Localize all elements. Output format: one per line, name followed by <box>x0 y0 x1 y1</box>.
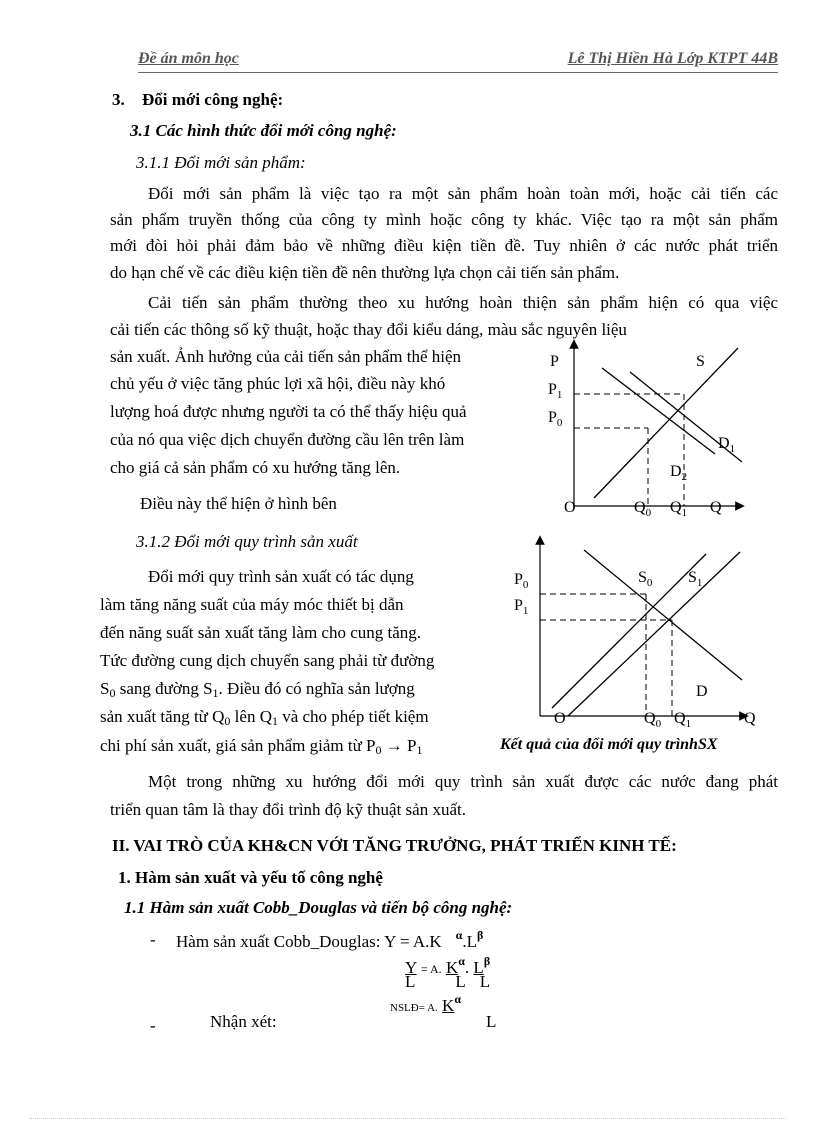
p2-line-3: sản xuất. Ảnh hưởng của cải tiến sản phẩm thể hiện <box>110 347 462 366</box>
chart-1-s-label: S <box>696 353 705 370</box>
section-1-title: 1. Hàm sản xuất và yếu tố công nghệ <box>118 868 383 887</box>
bullet-1: - <box>150 930 156 949</box>
chart-1-q1-tick: $Q_1$ <box>670 499 688 519</box>
p4-line-7: chi phí sản xuất, giá sản phẩm giảm từ $P_0 \to P_1$ <box>100 736 423 757</box>
formula-labor-productivity: NSLĐ= A. $K^\alpha$ <box>390 992 462 1015</box>
p1-line-3: mới đòi hỏi phải đảm bảo về những điều kiện tiền đề. Tuy nhiên ở các nước phát triển <box>110 236 778 255</box>
p4-line-5: $S_0$ sang đường $S_1$. Điều đó có nghĩa sản lượng <box>100 679 415 700</box>
footer-divider <box>30 1118 786 1119</box>
chart-2-origin: O <box>554 710 566 727</box>
chart-1-x-label: Q <box>710 499 722 516</box>
p2-line-7: cho giá cả sản phẩm có xu hướng tăng lên. <box>110 458 401 477</box>
section-1-1-title: 1.1 Hàm sản xuất Cobb_Douglas và tiến bộ công nghệ: <box>124 898 513 917</box>
p1-line-4: do hạn chế về các điều kiện tiền đề nên thường lựa chọn cải tiến sản phẩm. <box>110 263 620 282</box>
chart-1-origin: O <box>564 499 576 516</box>
p3: Điều này thể hiện ở hình bên <box>140 494 337 513</box>
p4-line-3: đến năng suất sản xuất tăng làm cho cung tăng. <box>100 623 422 642</box>
p2-line-6: của nó qua việc dịch chuyển đường cầu lên trên làm <box>110 430 465 449</box>
section-3-1-2-title: 3.1.2 Đổi mới quy trình sản xuất <box>136 532 358 551</box>
chart-1-q0-tick: $Q_0$ <box>634 499 652 519</box>
chart-2-caption: Kết quả của đổi mới quy trìnhSX <box>500 736 718 753</box>
chart-1-d1-label: $D_1$ <box>718 435 736 455</box>
section-3-title: Đổi mới công nghệ: <box>142 90 284 109</box>
chart-2-demand-line <box>584 550 742 680</box>
chart-1-p0-tick: $P_0$ <box>548 409 563 429</box>
formula-per-worker: Y = A. $K^\alpha$. $L^\beta$ <box>405 954 491 977</box>
p2-line-5: lượng hoá được nhưng người ta có thể thấy hiệu quả <box>110 402 467 421</box>
formula-labor-productivity-denominator: L <box>486 1012 497 1031</box>
chart-1-p1-tick: $P_1$ <box>548 381 563 401</box>
chart-2-q0-tick: $Q_0$ <box>644 710 662 730</box>
chart-2-supply-shift <box>510 530 770 730</box>
p5-line-1: Một trong những xu hướng đổi mới quy trình sản xuất được các nước đang phát <box>148 772 778 791</box>
chart-1-demand-d2-line <box>602 368 715 454</box>
p2-line-2: cải tiến các thông số kỹ thuật, hoặc thay đổi kiểu dáng, màu sắc nguyên liệu <box>110 320 627 339</box>
note-label: Nhận xét: <box>210 1012 277 1031</box>
p4-line-4: Tức đường cung dịch chuyển sang phải từ đường <box>100 651 435 670</box>
chart-2-s1-label: $S_1$ <box>688 569 703 589</box>
chart-2-q1-tick: $Q_1$ <box>674 710 692 730</box>
header-right: Lê Thị Hiền Hà Lớp KTPT 44B <box>567 50 778 67</box>
chart-2-x-label: Q <box>744 710 756 727</box>
section-II-title: II. VAI TRÒ CỦA KH&CN VỚI TĂNG TRƯỞNG, PHÁT TRIỂN KINH TẾ: <box>112 836 677 855</box>
section-3-number: 3. <box>112 90 125 109</box>
chart-1-y-label: P <box>550 353 559 370</box>
p1-line-1: Đổi mới sản phẩm là việc tạo ra một sản phẩm hoàn toàn mới, hoặc cải tiến các <box>148 184 778 203</box>
chart-2-p0-tick: $P_0$ <box>514 571 529 591</box>
p2-line-1: Cải tiến sản phẩm thường theo xu hướng hoàn thiện sản phẩm hiện có qua việc <box>148 293 778 312</box>
chart-1-demand-shift <box>540 330 790 520</box>
bullet-2: - <box>150 1016 156 1035</box>
chart-2-d-label: D <box>696 683 708 700</box>
p5-line-2: triển quan tâm là thay đổi trình độ kỹ thuật sản xuất. <box>110 800 466 819</box>
p4-line-1: Đổi mới quy trình sản xuất có tác dụng <box>148 567 414 586</box>
chart-2-p1-tick: $P_1$ <box>514 597 529 617</box>
header-left: Đề án môn học <box>138 50 239 67</box>
chart-2-s0-label: $S_0$ <box>638 569 653 589</box>
section-3-1-title: 3.1 Các hình thức đổi mới công nghệ: <box>130 121 397 140</box>
chart-1-d2-label: $D_2$ <box>670 463 688 483</box>
formula-cobb-douglas: Hàm sản xuất Cobb_Douglas: Y = A.K $^\alpha.L^\beta$ <box>176 928 484 951</box>
p2-line-4: chủ yếu ở việc tăng phúc lợi xã hội, điều này khó <box>110 374 446 393</box>
formula-per-worker-denominator: L L L <box>405 972 491 991</box>
chart-2-supply-s1-line <box>568 552 740 716</box>
section-3-1-1-title: 3.1.1 Đổi mới sản phẩm: <box>136 153 306 172</box>
chart-1-supply-line <box>594 348 738 498</box>
header-divider <box>138 72 778 73</box>
p4-line-2: làm tăng năng suất của máy móc thiết bị dẫn <box>100 595 404 614</box>
p1-line-2: sản phẩm truyền thống của công ty mình hoặc công ty khác. Việc tạo ra một sản phẩm <box>110 210 778 229</box>
p4-line-6: sản xuất tăng từ $Q_0$ lên $Q_1$ và cho phép tiết kiệm <box>100 707 429 728</box>
